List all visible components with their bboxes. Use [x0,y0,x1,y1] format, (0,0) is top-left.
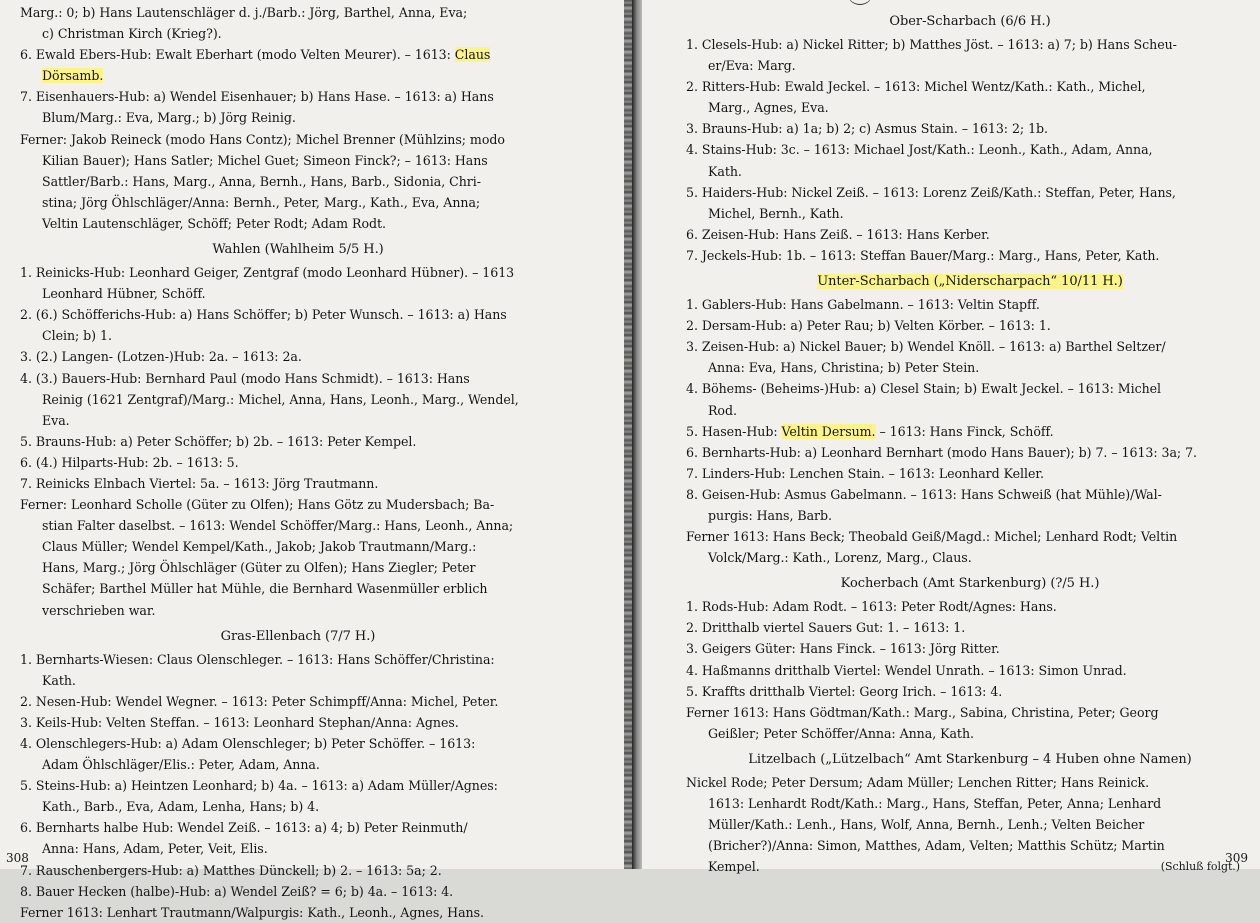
text-line: 2. Dersam-Hub: a) Peter Rau; b) Velten Körber. – 1613: 1. [686,318,1051,334]
left-page [0,0,630,920]
text-line: 7. Jeckels-Hub: 1b. – 1613: Steffan Bauer/Marg.: Marg., Hans, Peter, Kath. [686,247,1160,263]
text-line: Adam Öhlschläger/Elis.: Peter, Adam, Anna. [42,757,320,773]
to-be-continued-note: (Schluß folgt.) [1160,860,1240,874]
text-line: 3. Brauns-Hub: a) 1a; b) 2; c) Asmus Stain. – 1613: 2; 1b. [686,121,1048,137]
text-line: 1. Gablers-Hub: Hans Gabelmann. – 1613: Veltin Stapff. [686,297,1040,313]
highlighted-name: Veltin Dersum. [781,423,876,439]
text-line: 7. Rauschenbergers-Hub: a) Matthes Dünckell; b) 2. – 1613: 5a; 2. [20,862,442,878]
text-line [20,65,576,86]
text-line [686,421,1254,442]
text-line: 1. Bernharts-Wiesen: Claus Olenschleger. – 1613: Hans Schöffer/Christina: [20,651,495,667]
text-line: 2. Dritthalb viertel Sauers Gut: 1. – 1613: 1. [686,620,966,636]
text-line [20,44,576,65]
top-arc-mark [847,0,873,5]
text-line: 6. (4.) Hilparts-Hub: 2b. – 1613: 5. [20,454,239,470]
text-line: 6. Zeisen-Hub: Hans Zeiß. – 1613: Hans Kerber. [686,226,990,242]
text-line: Marg.: 0; b) Hans Lautenschläger d. j./Barb.: Jörg, Barthel, Anna, Eva; [20,5,468,20]
text-line: Rod. [708,402,737,418]
text-line: 6. Bernharts halbe Hub: Wendel Zeiß. – 1613: a) 4; b) Peter Reinmuth/ [20,820,468,836]
text-line: Kilian Bauer); Hans Satler; Michel Guet; Simeon Finck?; – 1613: Hans [42,152,488,168]
text-line: Kath., Barb., Eva, Adam, Lenha, Hans; b) 4. [42,799,320,815]
text-line: Veltin Lautenschläger, Schöff; Peter Rodt; Adam Rodt. [42,215,386,231]
section-heading: Kocherbach (Amt Starkenburg) (?/5 H.) [840,576,1100,592]
section-heading: Gras-Ellenbach (7/7 H.) [220,628,376,644]
section-heading: Wahlen (Wahlheim 5/5 H.) [212,242,384,258]
text-line: Michel, Bernh., Kath. [708,205,844,221]
text-line: Reinig (1621 Zentgraf)/Marg.: Michel, Anna, Hans, Leonh., Marg., Wendel, [42,391,519,407]
text-line: Ferner 1613: Hans Beck; Theobald Geiß/Magd.: Michel; Lenhard Rodt; Veltin [686,529,1178,545]
text-line: Müller/Kath.: Lenh., Hans, Wolf, Anna, Bernh., Lenh.; Velten Beicher [708,817,1145,833]
text-line: 5. Kraffts dritthalb Viertel: Georg Irich. – 1613: 4. [686,683,1003,699]
text-line: 6. Bernharts-Hub: a) Leonhard Bernhart (modo Hans Bauer); b) 7. – 1613: 3a; 7. [686,444,1197,460]
text-line: 1. Clesels-Hub: a) Nickel Ritter; b) Matthes Jöst. – 1613: a) 7; b) Hans Scheu- [686,37,1177,52]
text-line: Nickel Rode; Peter Dersum; Adam Müller; Lenchen Ritter; Hans Reinick. [686,774,1150,790]
line-part: 6. Ewald Ebers-Hub: Ewalt Eberhart (modo Velten Meurer). – 1613: [20,47,455,63]
highlighted-text-line: Dörsamb. [42,68,104,84]
text-line: 4. (3.) Bauers-Hub: Bernhard Paul (modo Hans Schmidt). – 1613: Hans [20,370,470,386]
text-line: stina; Jörg Öhlschläger/Anna: Bernh., Peter, Marg., Kath., Eva, Anna; [42,194,481,210]
text-line: 7. Reinicks Elnbach Viertel: 5a. – 1613: Jörg Trautmann. [20,475,379,491]
text-line: 4. Böhems- (Beheims-)Hub: a) Clesel Stain; b) Ewalt Jeckel. – 1613: Michel [686,381,1162,397]
text-line: Kath. [708,163,742,179]
text-line: 4. Olenschlegers-Hub: a) Adam Olenschleger; b) Peter Schöffer. – 1613: [20,736,476,751]
right-page [642,0,1260,875]
text-line: Clein; b) 1. [42,328,112,344]
text-line: purgis: Hans, Barb. [708,507,832,523]
section-heading: Ober-Scharbach (6/6 H.) [889,14,1051,29]
text-line: 2. Nesen-Hub: Wendel Wegner. – 1613: Peter Schimpff/Anna: Michel, Peter. [20,693,499,709]
text-line: stian Falter daselbst. – 1613: Wendel Schöffer/Marg.: Hans, Leonh., Anna; [42,518,514,534]
text-line: Ferner 1613: Lenhart Trautmann/Walpurgis: Kath., Leonh., Agnes, Hans. [20,904,484,920]
page-number: 309 [1225,851,1248,865]
text-line: 3. Zeisen-Hub: a) Nickel Bauer; b) Wendel Knöll. – 1613: a) Barthel Seltzer/ [686,339,1166,355]
text-line: 5. Brauns-Hub: a) Peter Schöffer; b) 2b. – 1613: Peter Kempel. [20,433,417,449]
text-line: Kath. [42,672,76,688]
text-line: 7. Linders-Hub: Lenchen Stain. – 1613: Leonhard Keller. [686,465,1044,481]
text-line: verschrieben war. [42,602,156,618]
text-line: Ferner 1613: Hans Gödtman/Kath.: Marg., Sabina, Christina, Peter; Georg [686,704,1159,720]
text-line: 8. Geisen-Hub: Asmus Gabelmann. – 1613: Hans Schweiß (hat Mühle)/Wal- [686,486,1162,502]
text-line: Claus Müller; Wendel Kempel/Kath., Jakob; Jakob Trautmann/Marg.: [42,539,477,555]
line-part: – 1613: Hans Finck, Schöff. [875,423,1054,439]
text-line: 4. Stains-Hub: 3c. – 1613: Michael Jost/Kath.: Leonh., Kath., Adam, Anna, [686,142,1153,158]
text-line: 8. Bauer Hecken (halbe)-Hub: a) Wendel Zeiß? = 6; b) 4a. – 1613: 4. [20,883,454,899]
text-line: Leonhard Hübner, Schöff. [42,286,206,302]
section-heading [686,270,1254,294]
text-line: Hans, Marg.; Jörg Öhlschläger (Güter zu Olfen); Hans Ziegler; Peter [42,560,476,576]
text-line: 1. Reinicks-Hub: Leonhard Geiger, Zentgraf (modo Leonhard Hübner). – 1613 [20,265,515,281]
text-line: Marg., Agnes, Eva. [708,100,829,116]
line-part: 5. Hasen-Hub: [686,423,782,439]
text-line [686,856,1254,877]
text-line: c) Christman Kirch (Krieg?). [42,26,222,42]
text-line: 3. Geigers Güter: Hans Finck. – 1613: Jörg Ritter. [686,641,1000,657]
text-line: er/Eva: Marg. [708,58,796,74]
text-line: Eva. [42,412,70,428]
text-line: Volck/Marg.: Kath., Lorenz, Marg., Claus. [708,550,972,566]
text-line: 7. Eisenhauers-Hub: a) Wendel Eisenhauer; b) Hans Hase. – 1613: a) Hans [20,89,494,105]
highlighted-name: Claus [454,47,491,63]
text-line: 2. (6.) Schöfferichs-Hub: a) Hans Schöffer; b) Peter Wunsch. – 1613: a) Hans [20,307,507,323]
text-line: 3. (2.) Langen- (Lotzen-)Hub: 2a. – 1613: 2a. [20,349,302,365]
text-line: 5. Steins-Hub: a) Heintzen Leonhard; b) 4a. – 1613: a) Adam Müller/Agnes: [20,778,498,794]
text-line: 1. Rods-Hub: Adam Rodt. – 1613: Peter Rodt/Agnes: Hans. [686,599,1057,615]
highlighted-heading: Unter-Scharbach („Niderscharpach“ 10/11 H.) [817,274,1123,290]
book-gutter-shadow [632,0,642,869]
text-line: Geißler; Peter Schöffer/Anna: Anna, Kath. [708,725,974,741]
text-line: (Bricher?)/Anna: Simon, Matthes, Adam, Velten; Matthis Schütz; Martin [708,838,1165,854]
text-line: 3. Keils-Hub: Velten Steffan. – 1613: Leonhard Stephan/Anna: Agnes. [20,714,459,730]
text-line: 5. Haiders-Hub: Nickel Zeiß. – 1613: Lorenz Zeiß/Kath.: Steffan, Peter, Hans, [686,184,1176,200]
text-line: 2. Ritters-Hub: Ewald Jeckel. – 1613: Michel Wentz/Kath.: Kath., Michel, [686,79,1146,95]
text-line: Anna: Eva, Hans, Christina; b) Peter Stein. [708,360,980,376]
text-line: 4. Haßmanns dritthalb Viertel: Wendel Unrath. – 1613: Simon Unrad. [686,662,1127,678]
section-heading: Litzelbach („Lützelbach“ Amt Starkenburg – 4 Huben ohne Namen) [748,751,1192,767]
text-line: Ferner: Jakob Reineck (modo Hans Contz); Michel Brenner (Mühlzins; modo [20,131,505,147]
text-line: Sattler/Barb.: Hans, Marg., Anna, Bernh., Hans, Barb., Sidonia, Chri- [42,173,481,189]
text-line: Schäfer; Barthel Müller hat Mühle, die Bernhard Wasenmüller erblich [42,581,488,597]
text-line: Anna: Hans, Adam, Peter, Veit, Elis. [42,841,268,857]
line-part: Kempel. [708,859,760,875]
text-line: Ferner: Leonhard Scholle (Güter zu Olfen); Hans Götz zu Mudersbach; Ba- [20,497,495,513]
page-number: 308 [6,851,29,865]
text-line: Blum/Marg.: Eva, Marg.; b) Jörg Reinig. [42,110,296,126]
text-line: 1613: Lenhardt Rodt/Kath.: Marg., Hans, Steffan, Peter, Anna; Lenhard [708,796,1162,811]
